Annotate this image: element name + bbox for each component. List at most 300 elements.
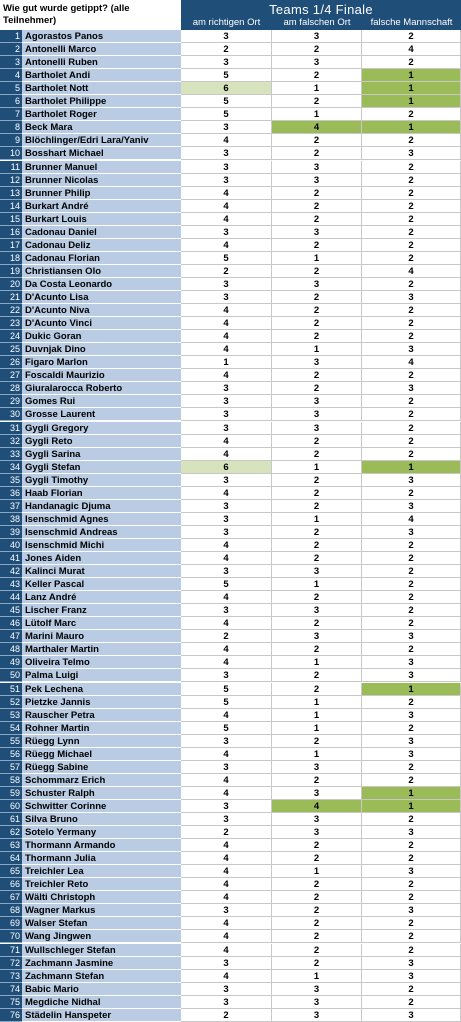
row-number: 13 (0, 187, 22, 200)
cell-wrong-place: 2 (272, 944, 362, 957)
participant-name: Christiansen Olo (22, 265, 181, 278)
table-row (0, 630, 461, 643)
cell-wrong-place: 3 (272, 996, 362, 1009)
row-number: 47 (0, 630, 22, 643)
cell-wrong-place: 1 (272, 748, 362, 761)
table-row (0, 617, 461, 630)
row-number: 3 (0, 56, 22, 69)
participant-name: Lütolf Marc (22, 617, 181, 630)
participant-name: Handanagic Djuma (22, 500, 181, 513)
row-number: 11 (0, 161, 22, 174)
participant-name: Beck Mara (22, 121, 181, 134)
row-number: 70 (0, 930, 22, 943)
cell-wrong-place: 2 (272, 265, 362, 278)
participant-name: Haab Florian (22, 487, 181, 500)
column-header-wrong-place: am falschen Ort (283, 17, 351, 28)
cell-wrong-place: 2 (272, 330, 362, 343)
column-headers (181, 16, 461, 30)
row-number: 54 (0, 722, 22, 735)
cell-wrong-team: 2 (362, 422, 461, 435)
cell-wrong-team: 2 (362, 930, 461, 943)
cell-wrong-team: 3 (362, 709, 461, 722)
row-number: 48 (0, 643, 22, 656)
participant-name: Gygli Timothy (22, 474, 181, 487)
cell-wrong-place: 2 (272, 474, 362, 487)
table-row (0, 957, 461, 970)
participant-name: Grosse Laurent (22, 408, 181, 421)
table-row (0, 604, 461, 617)
table-row (0, 108, 461, 121)
table-row (0, 147, 461, 160)
cell-wrong-team: 2 (362, 239, 461, 252)
cell-wrong-team: 2 (362, 304, 461, 317)
cell-wrong-team: 2 (362, 174, 461, 187)
cell-right-place: 2 (181, 265, 272, 278)
participant-name: Gomes Rui (22, 395, 181, 408)
table-row (0, 839, 461, 852)
participant-name: Schwitter Corinne (22, 800, 181, 813)
table-row (0, 513, 461, 526)
cell-wrong-place: 3 (272, 278, 362, 291)
cell-right-place: 3 (181, 408, 272, 421)
cell-wrong-team: 2 (362, 578, 461, 591)
cell-wrong-team: 2 (362, 435, 461, 448)
cell-right-place: 3 (181, 291, 272, 304)
cell-wrong-place: 1 (272, 970, 362, 983)
participant-name: Figaro Marlon (22, 356, 181, 369)
cell-right-place: 4 (181, 970, 272, 983)
cell-right-place: 4 (181, 944, 272, 957)
table-row (0, 43, 461, 56)
row-number: 17 (0, 239, 22, 252)
participant-name: D'Acunto Lisa (22, 291, 181, 304)
cell-right-place: 4 (181, 865, 272, 878)
table-row (0, 826, 461, 839)
row-number: 5 (0, 82, 22, 95)
cell-wrong-team: 3 (362, 656, 461, 669)
cell-wrong-place: 2 (272, 839, 362, 852)
table-row (0, 69, 461, 82)
cell-right-place: 4 (181, 774, 272, 787)
cell-wrong-place: 4 (272, 121, 362, 134)
participant-name: Marini Mauro (22, 630, 181, 643)
cell-right-place: 3 (181, 422, 272, 435)
participant-name: Wang Jingwen (22, 930, 181, 943)
row-number: 37 (0, 500, 22, 513)
row-number: 76 (0, 1009, 22, 1022)
cell-right-place: 5 (181, 683, 272, 696)
cell-wrong-place: 3 (272, 395, 362, 408)
cell-right-place: 3 (181, 474, 272, 487)
table-row (0, 500, 461, 513)
cell-wrong-team: 2 (362, 252, 461, 265)
table-row (0, 904, 461, 917)
table-row (0, 395, 461, 408)
cell-right-place: 4 (181, 200, 272, 213)
cell-wrong-place: 2 (272, 904, 362, 917)
participant-name: Bartholet Philippe (22, 95, 181, 108)
participant-name: Thormann Julia (22, 852, 181, 865)
cell-wrong-place: 2 (272, 774, 362, 787)
cell-wrong-place: 1 (272, 82, 362, 95)
participant-name: Rüegg Sabine (22, 761, 181, 774)
participant-name: Zachmann Jasmine (22, 957, 181, 970)
cell-right-place: 3 (181, 904, 272, 917)
cell-wrong-team: 3 (362, 474, 461, 487)
row-number: 43 (0, 578, 22, 591)
row-number: 22 (0, 304, 22, 317)
cell-wrong-team: 2 (362, 134, 461, 147)
participant-name: Thormann Armando (22, 839, 181, 852)
cell-right-place: 3 (181, 395, 272, 408)
cell-wrong-team: 3 (362, 865, 461, 878)
row-number: 31 (0, 422, 22, 435)
table-row (0, 578, 461, 591)
participant-name: Rauscher Petra (22, 709, 181, 722)
table-row (0, 917, 461, 930)
cell-right-place: 4 (181, 748, 272, 761)
participant-name: Rohner Martin (22, 722, 181, 735)
row-number: 32 (0, 435, 22, 448)
table-row (0, 852, 461, 865)
participant-name: Da Costa Leonardo (22, 278, 181, 291)
table-title: Teams 1/4 Finale (269, 2, 373, 17)
cell-wrong-place: 1 (272, 343, 362, 356)
cell-wrong-team: 2 (362, 891, 461, 904)
row-number: 56 (0, 748, 22, 761)
cell-right-place: 3 (181, 121, 272, 134)
participant-name: Burkart André (22, 200, 181, 213)
cell-wrong-place: 3 (272, 174, 362, 187)
cell-wrong-team: 3 (362, 904, 461, 917)
table-row (0, 683, 461, 696)
table-row (0, 643, 461, 656)
row-number: 21 (0, 291, 22, 304)
cell-wrong-place: 1 (272, 722, 362, 735)
cell-wrong-team: 2 (362, 617, 461, 630)
table-row (0, 239, 461, 252)
cell-wrong-team: 1 (362, 787, 461, 800)
table-row (0, 343, 461, 356)
cell-wrong-place: 2 (272, 304, 362, 317)
table-row (0, 656, 461, 669)
table-row (0, 878, 461, 891)
cell-wrong-team: 2 (362, 187, 461, 200)
row-number: 67 (0, 891, 22, 904)
cell-wrong-team: 3 (362, 630, 461, 643)
cell-wrong-team: 3 (362, 291, 461, 304)
table-row (0, 435, 461, 448)
row-number: 2 (0, 43, 22, 56)
table-row (0, 669, 461, 682)
table-row (0, 944, 461, 957)
cell-wrong-team: 2 (362, 944, 461, 957)
cell-wrong-team: 2 (362, 161, 461, 174)
row-number: 29 (0, 395, 22, 408)
cell-right-place: 3 (181, 147, 272, 160)
row-number: 35 (0, 474, 22, 487)
cell-right-place: 4 (181, 448, 272, 461)
row-number: 14 (0, 200, 22, 213)
cell-wrong-team: 2 (362, 983, 461, 996)
table-row (0, 95, 461, 108)
cell-right-place: 3 (181, 565, 272, 578)
participant-name: Brunner Manuel (22, 161, 181, 174)
row-number: 33 (0, 448, 22, 461)
cell-wrong-team: 2 (362, 213, 461, 226)
cell-wrong-team: 3 (362, 748, 461, 761)
row-number: 39 (0, 526, 22, 539)
table-row (0, 474, 461, 487)
participant-name: Wälti Christoph (22, 891, 181, 904)
participant-name: Treichler Reto (22, 878, 181, 891)
cell-wrong-team: 2 (362, 200, 461, 213)
cell-wrong-place: 2 (272, 669, 362, 682)
cell-right-place: 4 (181, 552, 272, 565)
cell-right-place: 3 (181, 161, 272, 174)
participant-name: Duvnjak Dino (22, 343, 181, 356)
table-row (0, 722, 461, 735)
participant-name: Blöchlinger/Edri Lara/Yaniv (22, 134, 181, 147)
cell-right-place: 2 (181, 826, 272, 839)
cell-wrong-place: 3 (272, 356, 362, 369)
cell-right-place: 4 (181, 304, 272, 317)
participant-name: Gygli Reto (22, 435, 181, 448)
cell-right-place: 3 (181, 604, 272, 617)
cell-right-place: 4 (181, 917, 272, 930)
cell-wrong-team: 3 (362, 526, 461, 539)
participant-name: Pek Lechena (22, 683, 181, 696)
cell-wrong-team: 2 (362, 813, 461, 826)
cell-wrong-team: 3 (362, 147, 461, 160)
table-row (0, 134, 461, 147)
cell-wrong-team: 2 (362, 369, 461, 382)
table-row (0, 461, 461, 474)
cell-right-place: 4 (181, 539, 272, 552)
cell-wrong-place: 2 (272, 735, 362, 748)
participant-name: Marthaler Martin (22, 643, 181, 656)
participant-name: Isenschmid Agnes (22, 513, 181, 526)
cell-right-place: 3 (181, 983, 272, 996)
participant-name: Walser Stefan (22, 917, 181, 930)
cell-right-place: 4 (181, 787, 272, 800)
cell-right-place: 4 (181, 891, 272, 904)
row-number: 49 (0, 656, 22, 669)
table-row (0, 317, 461, 330)
cell-right-place: 3 (181, 761, 272, 774)
cell-wrong-place: 2 (272, 526, 362, 539)
cell-right-place: 3 (181, 174, 272, 187)
row-number: 9 (0, 134, 22, 147)
cell-wrong-team: 2 (362, 330, 461, 343)
cell-wrong-place: 2 (272, 95, 362, 108)
cell-right-place: 3 (181, 957, 272, 970)
cell-wrong-place: 3 (272, 56, 362, 69)
cell-wrong-place: 3 (272, 226, 362, 239)
row-number: 59 (0, 787, 22, 800)
cell-wrong-place: 2 (272, 69, 362, 82)
cell-right-place: 3 (181, 735, 272, 748)
table-row (0, 800, 461, 813)
cell-wrong-place: 3 (272, 161, 362, 174)
participant-name: Lischer Franz (22, 604, 181, 617)
cell-right-place: 3 (181, 813, 272, 826)
table-row (0, 552, 461, 565)
participant-name: Kalinci Murat (22, 565, 181, 578)
table-row (0, 696, 461, 709)
table-row (0, 278, 461, 291)
row-number: 42 (0, 565, 22, 578)
cell-wrong-team: 2 (362, 395, 461, 408)
participant-name: Lanz André (22, 591, 181, 604)
table-row (0, 200, 461, 213)
cell-wrong-place: 2 (272, 917, 362, 930)
cell-wrong-team: 4 (362, 43, 461, 56)
table-row (0, 813, 461, 826)
row-number: 23 (0, 317, 22, 330)
cell-right-place: 6 (181, 461, 272, 474)
table-row (0, 539, 461, 552)
table-row (0, 970, 461, 983)
cell-wrong-team: 2 (362, 408, 461, 421)
participant-name: Burkart Louis (22, 213, 181, 226)
cell-wrong-place: 2 (272, 617, 362, 630)
row-number: 34 (0, 461, 22, 474)
participant-name: Brunner Philip (22, 187, 181, 200)
cell-right-place: 3 (181, 56, 272, 69)
cell-right-place: 2 (181, 630, 272, 643)
participant-name: Bartholet Andi (22, 69, 181, 82)
cell-right-place: 4 (181, 656, 272, 669)
cell-wrong-team: 3 (362, 343, 461, 356)
cell-wrong-team: 1 (362, 95, 461, 108)
participant-name: Silva Bruno (22, 813, 181, 826)
participant-name: Gygli Gregory (22, 422, 181, 435)
cell-wrong-place: 2 (272, 369, 362, 382)
participant-name: Pietzke Jannis (22, 696, 181, 709)
cell-wrong-place: 1 (272, 108, 362, 121)
table-row (0, 213, 461, 226)
row-number: 69 (0, 917, 22, 930)
row-number: 36 (0, 487, 22, 500)
cell-wrong-team: 3 (362, 382, 461, 395)
cell-wrong-place: 3 (272, 826, 362, 839)
cell-wrong-team: 1 (362, 800, 461, 813)
row-number: 41 (0, 552, 22, 565)
cell-right-place: 6 (181, 82, 272, 95)
row-number: 72 (0, 957, 22, 970)
participant-name: D'Acunto Niva (22, 304, 181, 317)
cell-wrong-place: 3 (272, 630, 362, 643)
table-row (0, 382, 461, 395)
cell-wrong-place: 2 (272, 200, 362, 213)
cell-wrong-team: 1 (362, 461, 461, 474)
cell-right-place: 2 (181, 43, 272, 56)
cell-right-place: 4 (181, 317, 272, 330)
row-number: 74 (0, 983, 22, 996)
cell-right-place: 3 (181, 669, 272, 682)
row-number: 45 (0, 604, 22, 617)
table-row (0, 30, 461, 43)
cell-wrong-team: 2 (362, 774, 461, 787)
cell-right-place: 5 (181, 252, 272, 265)
participant-name: Treichler Lea (22, 865, 181, 878)
cell-right-place: 4 (181, 369, 272, 382)
cell-wrong-team: 3 (362, 500, 461, 513)
row-number: 26 (0, 356, 22, 369)
cell-wrong-place: 2 (272, 643, 362, 656)
cell-wrong-place: 2 (272, 683, 362, 696)
participant-name: Bartholet Nott (22, 82, 181, 95)
cell-right-place: 3 (181, 278, 272, 291)
row-number: 25 (0, 343, 22, 356)
table-row (0, 448, 461, 461)
cell-wrong-team: 1 (362, 121, 461, 134)
row-number: 7 (0, 108, 22, 121)
row-number: 71 (0, 944, 22, 957)
row-number: 53 (0, 709, 22, 722)
participant-name: Rüegg Michael (22, 748, 181, 761)
participant-name: Babic Mario (22, 983, 181, 996)
table-row (0, 526, 461, 539)
cell-wrong-team: 4 (362, 265, 461, 278)
cell-wrong-place: 3 (272, 565, 362, 578)
table-row (0, 161, 461, 174)
cell-right-place: 5 (181, 108, 272, 121)
table-row (0, 761, 461, 774)
table-row (0, 565, 461, 578)
cell-right-place: 5 (181, 95, 272, 108)
table-row (0, 408, 461, 421)
participant-name: Schommarz Erich (22, 774, 181, 787)
participant-name: Keller Pascal (22, 578, 181, 591)
cell-wrong-place: 2 (272, 852, 362, 865)
row-number: 55 (0, 735, 22, 748)
cell-wrong-place: 2 (272, 957, 362, 970)
cell-wrong-place: 3 (272, 787, 362, 800)
participant-name: Bosshart Michael (22, 147, 181, 160)
cell-wrong-team: 2 (362, 591, 461, 604)
cell-wrong-team: 3 (362, 669, 461, 682)
row-number: 46 (0, 617, 22, 630)
row-number: 58 (0, 774, 22, 787)
participant-name: Palma Luigi (22, 669, 181, 682)
cell-wrong-team: 2 (362, 878, 461, 891)
participant-name: Agorastos Panos (22, 30, 181, 43)
table-row (0, 591, 461, 604)
cell-wrong-team: 2 (362, 696, 461, 709)
cell-right-place: 3 (181, 226, 272, 239)
table-row (0, 865, 461, 878)
cell-wrong-place: 2 (272, 317, 362, 330)
cell-wrong-place: 1 (272, 252, 362, 265)
cell-right-place: 3 (181, 800, 272, 813)
table-row (0, 983, 461, 996)
cell-wrong-place: 2 (272, 134, 362, 147)
participant-name: Gygli Sarina (22, 448, 181, 461)
cell-wrong-team: 2 (362, 839, 461, 852)
participant-name: Dukic Goran (22, 330, 181, 343)
row-number: 18 (0, 252, 22, 265)
row-number: 12 (0, 174, 22, 187)
cell-wrong-place: 1 (272, 461, 362, 474)
participant-name: Isenschmid Andreas (22, 526, 181, 539)
cell-wrong-place: 1 (272, 865, 362, 878)
row-number: 63 (0, 839, 22, 852)
row-number: 19 (0, 265, 22, 278)
cell-wrong-place: 3 (272, 813, 362, 826)
table-row (0, 226, 461, 239)
